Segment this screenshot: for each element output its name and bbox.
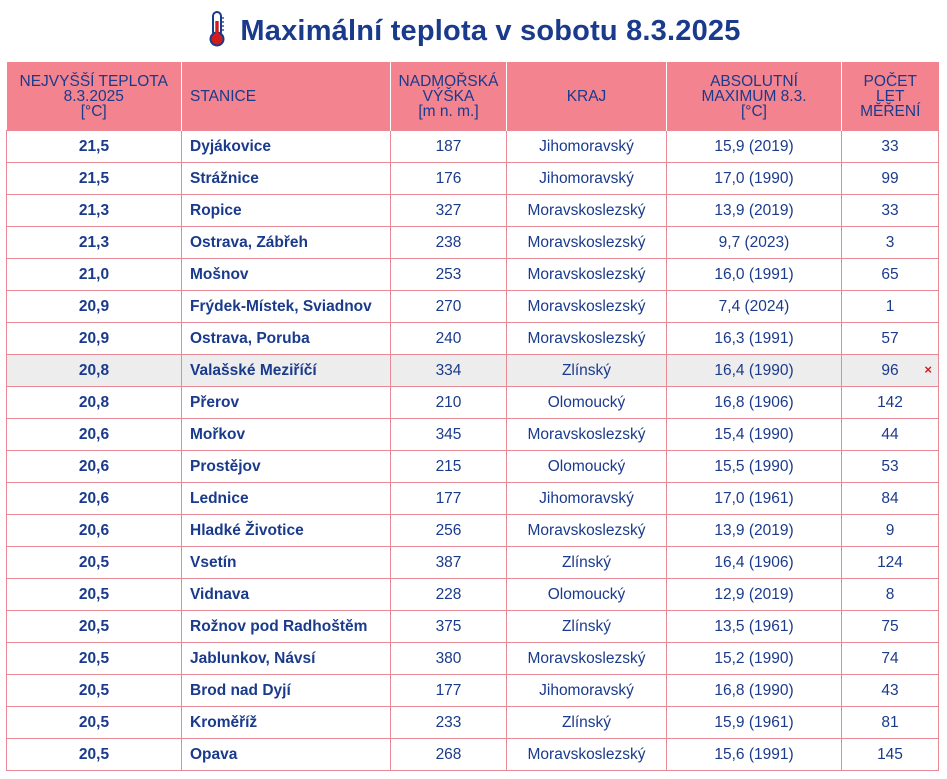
cell-years-text: 9 <box>885 521 895 539</box>
cell-max-temp <box>7 451 182 483</box>
cell-station <box>182 547 391 579</box>
cell-altitude <box>391 547 507 579</box>
table-row[interactable] <box>7 675 939 707</box>
cell-years-text: 57 <box>881 329 899 347</box>
cell-years <box>842 259 939 291</box>
cell-years <box>842 419 939 451</box>
cell-station-text: Vidnava <box>190 585 250 603</box>
cell-station-text: Ostrava, Poruba <box>190 329 310 347</box>
cell-station-text: Mošnov <box>190 265 249 283</box>
cell-max-temp <box>7 579 182 611</box>
cell-max-temp <box>7 547 182 579</box>
cell-altitude <box>391 739 507 771</box>
cell-absolute-max-text: 16,8 (1906) <box>714 393 794 411</box>
cell-region <box>507 131 667 163</box>
cell-region-text: Moravskoslezský <box>527 265 646 283</box>
cell-station-text: Opava <box>190 745 238 763</box>
cell-years-text: 96 <box>881 361 899 379</box>
cell-altitude-text: 256 <box>435 521 462 539</box>
cell-altitude <box>391 515 507 547</box>
cell-altitude <box>391 643 507 675</box>
cell-absolute-max <box>667 707 842 739</box>
cell-altitude <box>391 323 507 355</box>
cell-station <box>182 419 391 451</box>
cell-region <box>507 227 667 259</box>
cell-max-temp-text: 20,6 <box>78 489 110 507</box>
cell-max-temp-text: 21,5 <box>78 137 110 155</box>
cell-absolute-max-text: 16,4 (1990) <box>714 361 794 379</box>
cell-years-text: 33 <box>881 137 899 155</box>
cell-max-temp-text: 20,8 <box>78 393 110 411</box>
cell-absolute-max-text: 15,4 (1990) <box>714 425 794 443</box>
column-header-altitude[interactable] <box>391 62 507 131</box>
column-header-text: POČET <box>863 72 917 90</box>
cell-station-text: Mořkov <box>190 425 246 443</box>
cell-region-text: Moravskoslezský <box>527 233 646 251</box>
cell-station-text: Strážnice <box>190 169 259 187</box>
cell-altitude-text: 387 <box>435 553 462 571</box>
cell-max-temp <box>7 355 182 387</box>
cell-region-text: Moravskoslezský <box>527 745 646 763</box>
cell-max-temp <box>7 227 182 259</box>
cell-altitude <box>391 195 507 227</box>
column-header-text: [°C] <box>740 102 767 120</box>
cell-region <box>507 323 667 355</box>
cell-station <box>182 739 391 771</box>
cell-region-text: Zlínský <box>561 553 612 571</box>
cell-absolute-max-text: 9,7 (2023) <box>718 233 790 251</box>
cell-absolute-max <box>667 611 842 643</box>
cell-years-text: 99 <box>881 169 899 187</box>
cell-max-temp <box>7 611 182 643</box>
cell-max-temp <box>7 643 182 675</box>
cell-altitude <box>391 579 507 611</box>
table-row[interactable] <box>7 227 939 259</box>
cell-absolute-max-text: 15,6 (1991) <box>714 745 794 763</box>
cell-years <box>842 739 939 771</box>
cell-years <box>842 675 939 707</box>
column-header-text: 8.3.2025 <box>63 87 124 105</box>
cell-absolute-max <box>667 579 842 611</box>
cell-region <box>507 483 667 515</box>
column-header-station[interactable] <box>182 62 391 131</box>
cell-region-text: Olomoucký <box>547 585 626 603</box>
cell-absolute-max <box>667 227 842 259</box>
table-row[interactable] <box>7 483 939 515</box>
cell-station-text: Vsetín <box>190 553 237 571</box>
cell-years-text: 3 <box>885 233 895 251</box>
cell-station-text: Valašské Meziříčí <box>190 361 317 379</box>
cell-altitude <box>391 419 507 451</box>
cell-max-temp-text: 20,8 <box>78 361 110 379</box>
cell-years <box>842 611 939 643</box>
cell-station-text: Ropice <box>190 201 242 219</box>
cell-max-temp-text: 21,0 <box>78 265 110 283</box>
cell-years-text: 142 <box>877 393 903 411</box>
cell-max-temp-text: 20,5 <box>78 585 110 603</box>
cell-years <box>842 355 939 387</box>
cell-years <box>842 387 939 419</box>
cell-altitude <box>391 259 507 291</box>
table-row[interactable] <box>7 739 939 771</box>
cell-region <box>507 643 667 675</box>
cell-max-temp-text: 20,5 <box>78 681 110 699</box>
cell-absolute-max-text: 13,5 (1961) <box>714 617 794 635</box>
cell-station-text: Brod nad Dyjí <box>190 681 291 699</box>
cell-absolute-max <box>667 675 842 707</box>
cell-absolute-max <box>667 355 842 387</box>
table-row[interactable] <box>7 643 939 675</box>
cell-station <box>182 643 391 675</box>
cell-years <box>842 547 939 579</box>
cell-years <box>842 323 939 355</box>
cell-years-text: 44 <box>881 425 899 443</box>
cell-max-temp-text: 20,6 <box>78 457 110 475</box>
column-header-max-temp[interactable] <box>7 62 182 131</box>
cell-region-text: Olomoucký <box>547 393 626 411</box>
cell-station <box>182 675 391 707</box>
cell-max-temp-text: 20,9 <box>78 329 110 347</box>
column-header-region[interactable] <box>507 62 667 131</box>
cell-station <box>182 195 391 227</box>
cell-years-text: 8 <box>885 585 895 603</box>
table-row[interactable] <box>7 355 939 387</box>
cell-absolute-max <box>667 259 842 291</box>
cell-max-temp-text: 21,5 <box>78 169 110 187</box>
cell-station-text: Rožnov pod Radhoštěm <box>190 617 368 635</box>
table-row[interactable] <box>7 163 939 195</box>
table-header-row <box>7 62 939 131</box>
cell-years-text: 53 <box>881 457 899 475</box>
table-row[interactable] <box>7 387 939 419</box>
cell-max-temp <box>7 131 182 163</box>
cell-altitude-text: 176 <box>435 169 462 187</box>
close-icon[interactable]: × <box>924 362 932 377</box>
cell-region <box>507 707 667 739</box>
table-row[interactable] <box>7 579 939 611</box>
title-bar <box>0 0 947 62</box>
table-row[interactable] <box>7 547 939 579</box>
cell-years <box>842 579 939 611</box>
cell-absolute-max-text: 12,9 (2019) <box>714 585 794 603</box>
cell-absolute-max <box>667 643 842 675</box>
cell-years-text: 84 <box>881 489 899 507</box>
cell-absolute-max <box>667 739 842 771</box>
thermometer-icon <box>206 10 228 48</box>
cell-altitude-text: 233 <box>435 713 462 731</box>
cell-station <box>182 515 391 547</box>
cell-station <box>182 291 391 323</box>
cell-absolute-max-text: 15,9 (1961) <box>714 713 794 731</box>
cell-region-text: Jihomoravský <box>539 137 634 155</box>
column-header-text: KRAJ <box>566 87 607 105</box>
column-header-text: [m n. m.] <box>418 102 479 120</box>
cell-altitude-text: 334 <box>435 361 462 379</box>
cell-years <box>842 163 939 195</box>
cell-max-temp <box>7 163 182 195</box>
cell-absolute-max-text: 7,4 (2024) <box>718 297 790 315</box>
cell-region-text: Moravskoslezský <box>527 425 646 443</box>
cell-station <box>182 163 391 195</box>
table-row[interactable] <box>7 259 939 291</box>
column-header-years[interactable] <box>842 62 939 131</box>
cell-years-text: 33 <box>881 201 899 219</box>
cell-station-text: Ostrava, Zábřeh <box>190 233 309 251</box>
cell-max-temp-text: 20,5 <box>78 713 110 731</box>
table-row[interactable] <box>7 707 939 739</box>
cell-years-text: 65 <box>881 265 899 283</box>
cell-altitude-text: 210 <box>435 393 462 411</box>
cell-region-text: Zlínský <box>561 713 612 731</box>
table-row[interactable] <box>7 515 939 547</box>
page-title: Maximální teplota v sobotu 8.3.2025 <box>240 14 741 47</box>
column-header-text: STANICE <box>190 87 257 105</box>
cell-region <box>507 739 667 771</box>
cell-absolute-max <box>667 419 842 451</box>
cell-altitude-text: 375 <box>435 617 462 635</box>
cell-altitude-text: 253 <box>435 265 462 283</box>
cell-max-temp <box>7 259 182 291</box>
column-header-text: MAXIMUM 8.3. <box>701 87 807 105</box>
cell-station <box>182 579 391 611</box>
cell-altitude-text: 215 <box>435 457 462 475</box>
table-row[interactable] <box>7 131 939 163</box>
cell-altitude <box>391 227 507 259</box>
cell-altitude <box>391 291 507 323</box>
cell-region <box>507 355 667 387</box>
temperature-table <box>6 62 939 771</box>
column-header-text: LET <box>876 87 905 105</box>
column-header-text: VÝŠKA <box>422 87 475 105</box>
cell-max-temp <box>7 419 182 451</box>
cell-region-text: Moravskoslezský <box>527 297 646 315</box>
cell-altitude-text: 240 <box>435 329 462 347</box>
table-row[interactable] <box>7 451 939 483</box>
cell-absolute-max-text: 17,0 (1990) <box>714 169 794 187</box>
cell-max-temp <box>7 291 182 323</box>
cell-region-text: Jihomoravský <box>539 169 634 187</box>
cell-region-text: Olomoucký <box>547 457 626 475</box>
column-header-absolute-max[interactable] <box>667 62 842 131</box>
cell-absolute-max-text: 17,0 (1961) <box>714 489 794 507</box>
cell-absolute-max-text: 13,9 (2019) <box>714 521 794 539</box>
cell-region-text: Zlínský <box>561 617 612 635</box>
cell-absolute-max-text: 15,5 (1990) <box>714 457 794 475</box>
cell-absolute-max-text: 16,8 (1990) <box>714 681 794 699</box>
cell-region-text: Moravskoslezský <box>527 201 646 219</box>
column-header-text: NADMOŘSKÁ <box>398 72 499 90</box>
cell-absolute-max <box>667 131 842 163</box>
cell-region-text: Moravskoslezský <box>527 521 646 539</box>
column-header-text: ABSOLUTNÍ <box>710 72 798 90</box>
cell-altitude-text: 187 <box>435 137 462 155</box>
cell-years <box>842 483 939 515</box>
cell-years <box>842 291 939 323</box>
table-row[interactable] <box>7 611 939 643</box>
cell-years <box>842 195 939 227</box>
cell-years <box>842 131 939 163</box>
cell-max-temp <box>7 739 182 771</box>
cell-region-text: Jihomoravský <box>539 681 634 699</box>
cell-absolute-max-text: 13,9 (2019) <box>714 201 794 219</box>
cell-station <box>182 227 391 259</box>
cell-station <box>182 707 391 739</box>
cell-absolute-max <box>667 323 842 355</box>
cell-absolute-max <box>667 195 842 227</box>
cell-absolute-max <box>667 515 842 547</box>
cell-region-text: Zlínský <box>561 361 612 379</box>
cell-station-text: Jablunkov, Návsí <box>190 649 316 667</box>
cell-station <box>182 451 391 483</box>
cell-altitude <box>391 483 507 515</box>
cell-max-temp <box>7 515 182 547</box>
cell-altitude <box>391 163 507 195</box>
cell-station-text: Dyjákovice <box>190 137 271 155</box>
cell-station <box>182 355 391 387</box>
cell-altitude-text: 177 <box>435 489 462 507</box>
cell-altitude-text: 345 <box>435 425 462 443</box>
cell-absolute-max <box>667 451 842 483</box>
cell-years-text: 74 <box>881 649 899 667</box>
cell-region <box>507 547 667 579</box>
cell-region-text: Moravskoslezský <box>527 649 646 667</box>
cell-years-text: 1 <box>885 297 895 315</box>
table-row[interactable] <box>7 323 939 355</box>
cell-years-text: 75 <box>881 617 899 635</box>
cell-station-text: Kroměříž <box>190 713 258 731</box>
cell-years <box>842 515 939 547</box>
cell-years <box>842 227 939 259</box>
cell-absolute-max <box>667 547 842 579</box>
cell-station-text: Přerov <box>190 393 240 411</box>
cell-region <box>507 579 667 611</box>
cell-station <box>182 483 391 515</box>
cell-max-temp-text: 20,5 <box>78 553 110 571</box>
cell-region <box>507 291 667 323</box>
cell-altitude-text: 228 <box>435 585 462 603</box>
cell-station-text: Lednice <box>190 489 249 507</box>
column-header-text: NEJVYŠŠÍ TEPLOTA <box>19 72 168 90</box>
cell-region <box>507 259 667 291</box>
cell-station <box>182 131 391 163</box>
cell-max-temp-text: 20,5 <box>78 649 110 667</box>
cell-altitude <box>391 451 507 483</box>
cell-absolute-max <box>667 483 842 515</box>
cell-altitude-text: 177 <box>435 681 462 699</box>
cell-max-temp-text: 20,6 <box>78 521 110 539</box>
cell-altitude-text: 270 <box>435 297 462 315</box>
cell-altitude <box>391 387 507 419</box>
cell-altitude <box>391 131 507 163</box>
cell-years-text: 124 <box>877 553 903 571</box>
cell-years-text: 81 <box>881 713 899 731</box>
cell-region <box>507 163 667 195</box>
cell-station <box>182 387 391 419</box>
table-row[interactable] <box>7 291 939 323</box>
cell-altitude <box>391 611 507 643</box>
cell-altitude <box>391 707 507 739</box>
cell-absolute-max <box>667 163 842 195</box>
cell-max-temp-text: 21,3 <box>78 201 110 219</box>
cell-max-temp <box>7 323 182 355</box>
cell-region <box>507 195 667 227</box>
cell-absolute-max-text: 16,0 (1991) <box>714 265 794 283</box>
cell-region-text: Jihomoravský <box>539 489 634 507</box>
column-header-text: [°C] <box>80 102 107 120</box>
cell-max-temp <box>7 195 182 227</box>
cell-region <box>507 611 667 643</box>
cell-absolute-max-text: 15,2 (1990) <box>714 649 794 667</box>
column-header-text: MĚŘENÍ <box>860 102 921 120</box>
cell-altitude <box>391 675 507 707</box>
cell-max-temp-text: 20,5 <box>78 745 110 763</box>
cell-station <box>182 611 391 643</box>
cell-station-text: Prostějov <box>190 457 261 475</box>
cell-years-text: 43 <box>881 681 899 699</box>
cell-station-text: Hladké Životice <box>190 521 304 539</box>
table-row[interactable] <box>7 419 939 451</box>
cell-max-temp-text: 20,6 <box>78 425 110 443</box>
cell-altitude-text: 327 <box>435 201 462 219</box>
cell-altitude <box>391 355 507 387</box>
cell-max-temp-text: 21,3 <box>78 233 110 251</box>
cell-max-temp-text: 20,5 <box>78 617 110 635</box>
cell-max-temp <box>7 387 182 419</box>
cell-years-text: 145 <box>877 745 903 763</box>
cell-station-text: Frýdek-Místek, Sviadnov <box>190 297 372 315</box>
cell-absolute-max-text: 15,9 (2019) <box>714 137 794 155</box>
cell-max-temp <box>7 675 182 707</box>
cell-max-temp <box>7 483 182 515</box>
cell-region <box>507 419 667 451</box>
cell-absolute-max-text: 16,3 (1991) <box>714 329 794 347</box>
cell-years <box>842 451 939 483</box>
cell-altitude-text: 380 <box>435 649 462 667</box>
cell-years <box>842 643 939 675</box>
cell-region <box>507 387 667 419</box>
cell-altitude-text: 238 <box>435 233 462 251</box>
cell-region-text: Moravskoslezský <box>527 329 646 347</box>
cell-station <box>182 259 391 291</box>
cell-region <box>507 451 667 483</box>
cell-region <box>507 675 667 707</box>
cell-max-temp-text: 20,9 <box>78 297 110 315</box>
cell-absolute-max <box>667 387 842 419</box>
cell-max-temp <box>7 707 182 739</box>
cell-absolute-max-text: 16,4 (1906) <box>714 553 794 571</box>
table-row[interactable] <box>7 195 939 227</box>
cell-altitude-text: 268 <box>435 745 462 763</box>
cell-region <box>507 515 667 547</box>
cell-station <box>182 323 391 355</box>
cell-years <box>842 707 939 739</box>
cell-absolute-max <box>667 291 842 323</box>
